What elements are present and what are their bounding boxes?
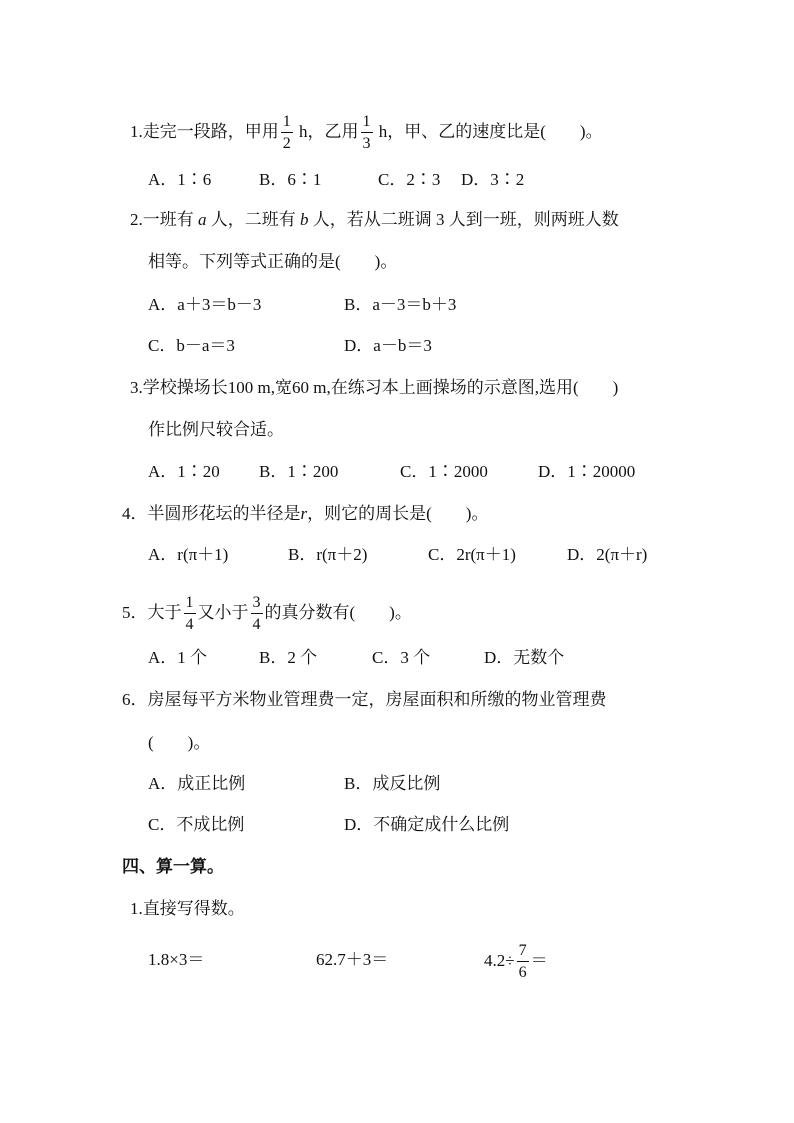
q5-option-b: B．2 个 (259, 648, 318, 667)
q6-option-b: B．成反比例 (344, 774, 441, 793)
q3-number: 3. (130, 378, 143, 397)
calc-item-2: 62.7＋3＝ (316, 950, 389, 969)
q1-option-d: D．3∶2 (461, 170, 525, 189)
q6-option-d: D．不确定成什么比例 (344, 815, 510, 834)
calc-item-1: 1.8×3＝ (148, 950, 205, 969)
fraction-three-quarters: $\frac{3}{4}$ (252, 594, 261, 633)
q6-number: 6． (122, 690, 148, 709)
q6-option-c: C．不成比例 (148, 815, 245, 834)
q2-number: 2. (130, 210, 143, 229)
q3-option-b: B．1∶200 (259, 462, 339, 481)
q1-stem: 1.走完一段路，甲用 $\frac{1}{2}$ h，乙用 $\frac{1}{3}$ h，甲、乙的速度比是( )。 (130, 113, 603, 152)
fraction-seven-sixths: $\frac{7}{6}$ (518, 942, 527, 981)
q1-option-b: B．6∶1 (259, 170, 322, 189)
q4-number: 4． (122, 504, 148, 523)
q2-stem-line1: 2.一班有 a 人，二班有 b 人，若从二班调 3 人到一班，则两班人数 (130, 210, 619, 229)
q6-stem-line1: 6．房屋每平方米物业管理费一定，房屋面积和所缴的物业管理费 (122, 690, 607, 709)
q6-stem-line2: ( )。 (148, 733, 211, 752)
q4-option-a: A．r(π＋1) (148, 545, 229, 564)
q5-number: 5． (122, 602, 148, 622)
q3-stem-line1: 3.学校操场长100 m,宽60 m,在练习本上画操场的示意图,选用( ) (130, 378, 619, 397)
q3-option-a: A．1∶20 (148, 462, 220, 481)
q4-option-d: D．2(π＋r) (567, 545, 648, 564)
q3-option-c: C．1∶2000 (400, 462, 488, 481)
q5-option-a: A．1 个 (148, 648, 208, 667)
q4-option-b: B．r(π＋2) (288, 545, 368, 564)
q4-option-c: C．2r(π＋1) (428, 545, 516, 564)
q2-stem-line2: 相等。下列等式正确的是( )。 (148, 252, 398, 271)
section-heading: 四、算一算。 (122, 857, 224, 876)
q2-option-a: A．a＋3＝b－3 (148, 295, 262, 314)
fraction-one-quarter: $\frac{1}{4}$ (185, 594, 194, 633)
q1-option-c: C．2∶3 (378, 170, 441, 189)
q6-option-a: A．成正比例 (148, 774, 246, 793)
q5-option-d: D．无数个 (484, 648, 565, 667)
section-subheading: 1.直接写得数。 (130, 899, 245, 918)
q3-stem-line2: 作比例尺较合适。 (148, 420, 284, 439)
q2-option-b: B．a－3＝b＋3 (344, 295, 457, 314)
fraction-one-half: $\frac{1}{2}$ (282, 113, 291, 152)
q5-stem: 5．大于 $\frac{1}{4}$ 又小于 $\frac{3}{4}$ 的真分数有( )。 (122, 594, 412, 633)
q1-number: 1. (130, 121, 143, 141)
calc-item-3: 4.2÷ $\frac{7}{6}$ ＝ (484, 942, 548, 981)
q3-option-d: D．1∶20000 (538, 462, 636, 481)
q4-stem: 4．半圆形花坛的半径是r，则它的周长是( )。 (122, 504, 489, 523)
q2-option-c: C．b－a＝3 (148, 336, 235, 355)
q1-option-a: A．1∶6 (148, 170, 212, 189)
q2-option-d: D．a－b＝3 (344, 336, 432, 355)
q5-option-c: C．3 个 (372, 648, 431, 667)
fraction-one-third: $\frac{1}{3}$ (362, 113, 371, 152)
